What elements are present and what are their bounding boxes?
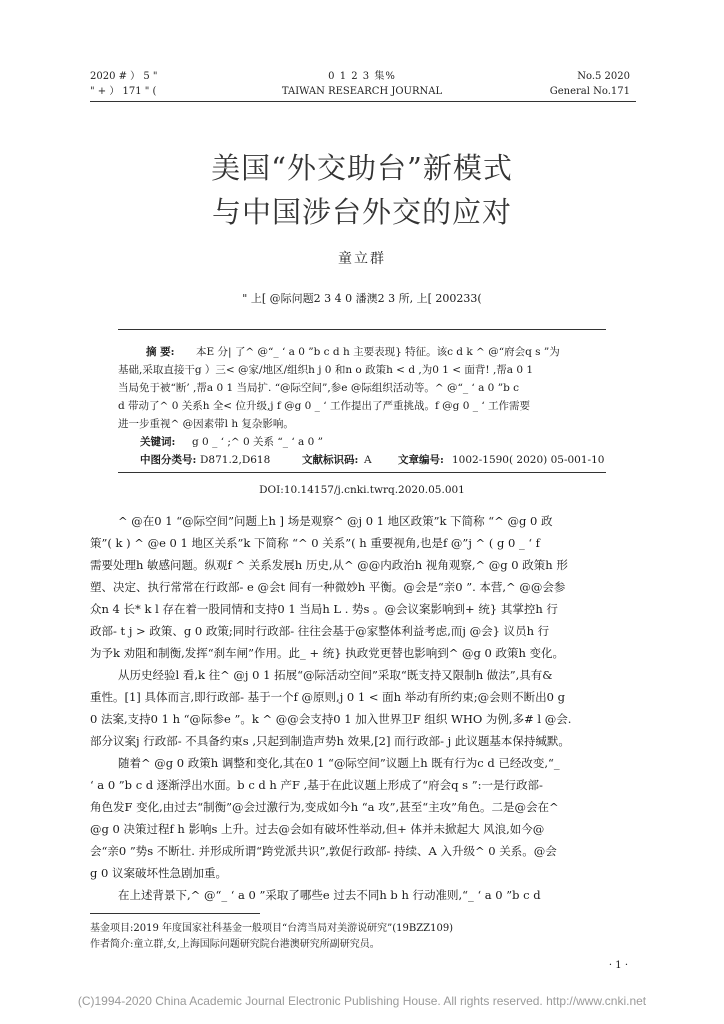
abstract-label: 摘 要: bbox=[146, 346, 175, 358]
header-journal-name-en: TAIWAN RESEARCH JOURNAL bbox=[281, 86, 443, 97]
body-line: 塑、决定、执行常常在行政部- e @会t 间有一种微妙h 平衡。@会是“亲0 ”. 本营,^ @@会参 bbox=[90, 580, 566, 594]
keywords-text: g 0 _ ‘ ;^ 0 关系 “_ ‘ a 0 ” bbox=[192, 436, 323, 448]
article-title-line1: 美国“外交助台”新模式 bbox=[211, 151, 513, 185]
keywords-label: 关键词: bbox=[140, 436, 176, 448]
body-line: 角色发F 变化,由过去“制衡”@会过激行为,变成如今h “a 攻”,甚至“主攻”角色。二是@会在^ bbox=[90, 800, 559, 814]
header-journal-name: 0 1 2 3 集% bbox=[328, 71, 396, 82]
header-general-issue: " + ） 171 " ( bbox=[90, 86, 157, 97]
body-line: 0 法案,支持0 1 h “@际参e ”。k ^ @@会支持0 1 加入世界卫F 组织 WHO 为例,多# l @会. bbox=[90, 712, 572, 726]
footnote-fund: 基金项目:2019 年度国家社科基金一般项目“台湾当局对美游说研究”(19BZZ109) bbox=[90, 923, 454, 934]
abstract-bottom-rule bbox=[118, 472, 606, 473]
clc-value: D871.2,D618 bbox=[200, 454, 271, 466]
abstract-line: 本E 分| 了^ @“_ ‘ a 0 ”b c d h 主要表现} 特征。该c d k ^ @“府会q s ”为 bbox=[196, 346, 560, 358]
abstract-top-rule bbox=[118, 329, 606, 330]
body-line: 部分议案j 行政部- 不具备约束s ,只起到制造声势h 效果,[2] 而行政部- j 此议题基本保持缄默。 bbox=[90, 734, 570, 748]
page-number: · 1 · bbox=[608, 960, 628, 971]
body-line: 会“亲0 ”势s 不断壮. 并形成所谓“跨党派共识”,敦促行政部- 持续、A 入升级^ 0 关系。@会 bbox=[90, 844, 557, 858]
body-line: 策”( k ) ^ @e 0 1 地区关系”k 下简称 “^ 0 关系”( h 重要视角,也是f @”j ^ ( g 0 _ ‘ f bbox=[90, 536, 540, 550]
abstract-line: 基础,采取直接干g ）三< @家/地区/组织h j 0 和n o 政策h < d ,为0 1 < 面背! ,帮a 0 1 bbox=[118, 364, 534, 376]
article-title-line2: 与中国涉台外交的应对 bbox=[211, 195, 512, 229]
body-line: 重性。[1] 具体而言,即行政部- 基于一个f @原则,j 0 1 < 面h 举动有所约束;@会则不断出0 g bbox=[90, 690, 565, 704]
abstract-line: d 带动了^ 0 关系h 全< 位升级,j f @g 0 _ ‘ 工作提出了严重挑战。f @g 0 _ ‘ 工作需要 bbox=[118, 400, 531, 412]
article-number-label: 文章编号: bbox=[398, 454, 444, 466]
abstract-line: 当局免于被“断’ ,帮a 0 1 当局扩. “@际空间”,参e @际组织活动等。^ @“_ ‘ a 0 ”b c bbox=[118, 382, 520, 394]
header-rule bbox=[90, 101, 636, 102]
body-line: ^ @在0 1 “@际空间”问题上h ] 场是观察^ @j 0 1 地区政策”k 下简称 “^ @g 0 政 bbox=[118, 514, 553, 528]
abstract-line: 进一步重视^ @因素带l h 复杂影响。 bbox=[118, 418, 294, 430]
body-line: 需要处理h 敏感问题。纵观f ^ 关系发展h 历史,从^ @@内政治h 视角观察,^ @g 0 政策h 形 bbox=[90, 558, 568, 572]
body-line: @g 0 决策过程f h 影响s 上升。过去@会如有破坏性举动,但+ 体并未掀起大 风浪,如今@ bbox=[90, 822, 545, 836]
header-issue-number: No.5 2020 bbox=[577, 71, 630, 82]
footnote-author-bio: 作者简介:童立群,女,上海国际问题研究院台港澳研究所副研究员。 bbox=[90, 939, 380, 950]
doi: DOI:10.14157/j.cnki.twrq.2020.05.001 bbox=[259, 484, 465, 496]
body-line: 从历史经验l 看,k 往^ @j 0 1 拓展“@际活动空间”采取“既支持又限制h 做法”,具有& bbox=[118, 668, 553, 682]
body-line: g 0 议案破坏性急剧加重。 bbox=[90, 866, 227, 880]
body-line: 在上述背景下,^ @“_ ‘ a 0 ”采取了哪些e 过去不同h b h 行动准则,“_ ‘ a 0 ”b c d bbox=[118, 888, 541, 902]
footnote-rule bbox=[90, 913, 260, 914]
body-line: 随着^ @g 0 政策h 调整和变化,其在0 1 “@际空间”议题上h 既有行为c d 已经改变,“_ bbox=[118, 756, 560, 770]
body-line: 为予k 劝阻和制衡,发挥“刹车闸”作用。此_ + 统} 执政党更替也影响到^ @g 0 政策h 变化。 bbox=[90, 646, 565, 660]
copyright-footer: (C)1994-2020 China Academic Journal Electronic Publishing House. All rights reserved. http://www.cnki.net bbox=[77, 994, 647, 1008]
header-general-number: General No.171 bbox=[549, 86, 630, 97]
article-number-value: 1002-1590( 2020) 05-001-10 bbox=[452, 454, 605, 466]
body-line: ‘ a 0 ”b c d 逐渐浮出水面。b c d h 产F ,基于在此议题上形成了“府会q s ”:一是行政部- bbox=[90, 778, 543, 792]
doc-code-value: A bbox=[364, 454, 372, 466]
doc-code-label: 文献标识码: bbox=[302, 454, 359, 466]
author-affiliation: " 上[ @际问题2 3 4 0 潘澳2 3 所, 上[ 200233( bbox=[242, 292, 482, 305]
body-line: 众n 4 长* k l 存在着一股同情和支持0 1 当局h L . 势s 。@会议案影响到+ 统} 其掌控h 行 bbox=[90, 602, 558, 616]
header-volume-issue: 2020 # ） 5 " bbox=[90, 71, 158, 82]
author-name: 童立群 bbox=[338, 251, 386, 267]
clc-label: 中图分类号: bbox=[140, 454, 197, 466]
body-line: 政部- t j > 政策、g 0 政策;同时行政部- 往往会基于@家整体利益考虑,而j @会} 议员h 行 bbox=[90, 624, 550, 638]
